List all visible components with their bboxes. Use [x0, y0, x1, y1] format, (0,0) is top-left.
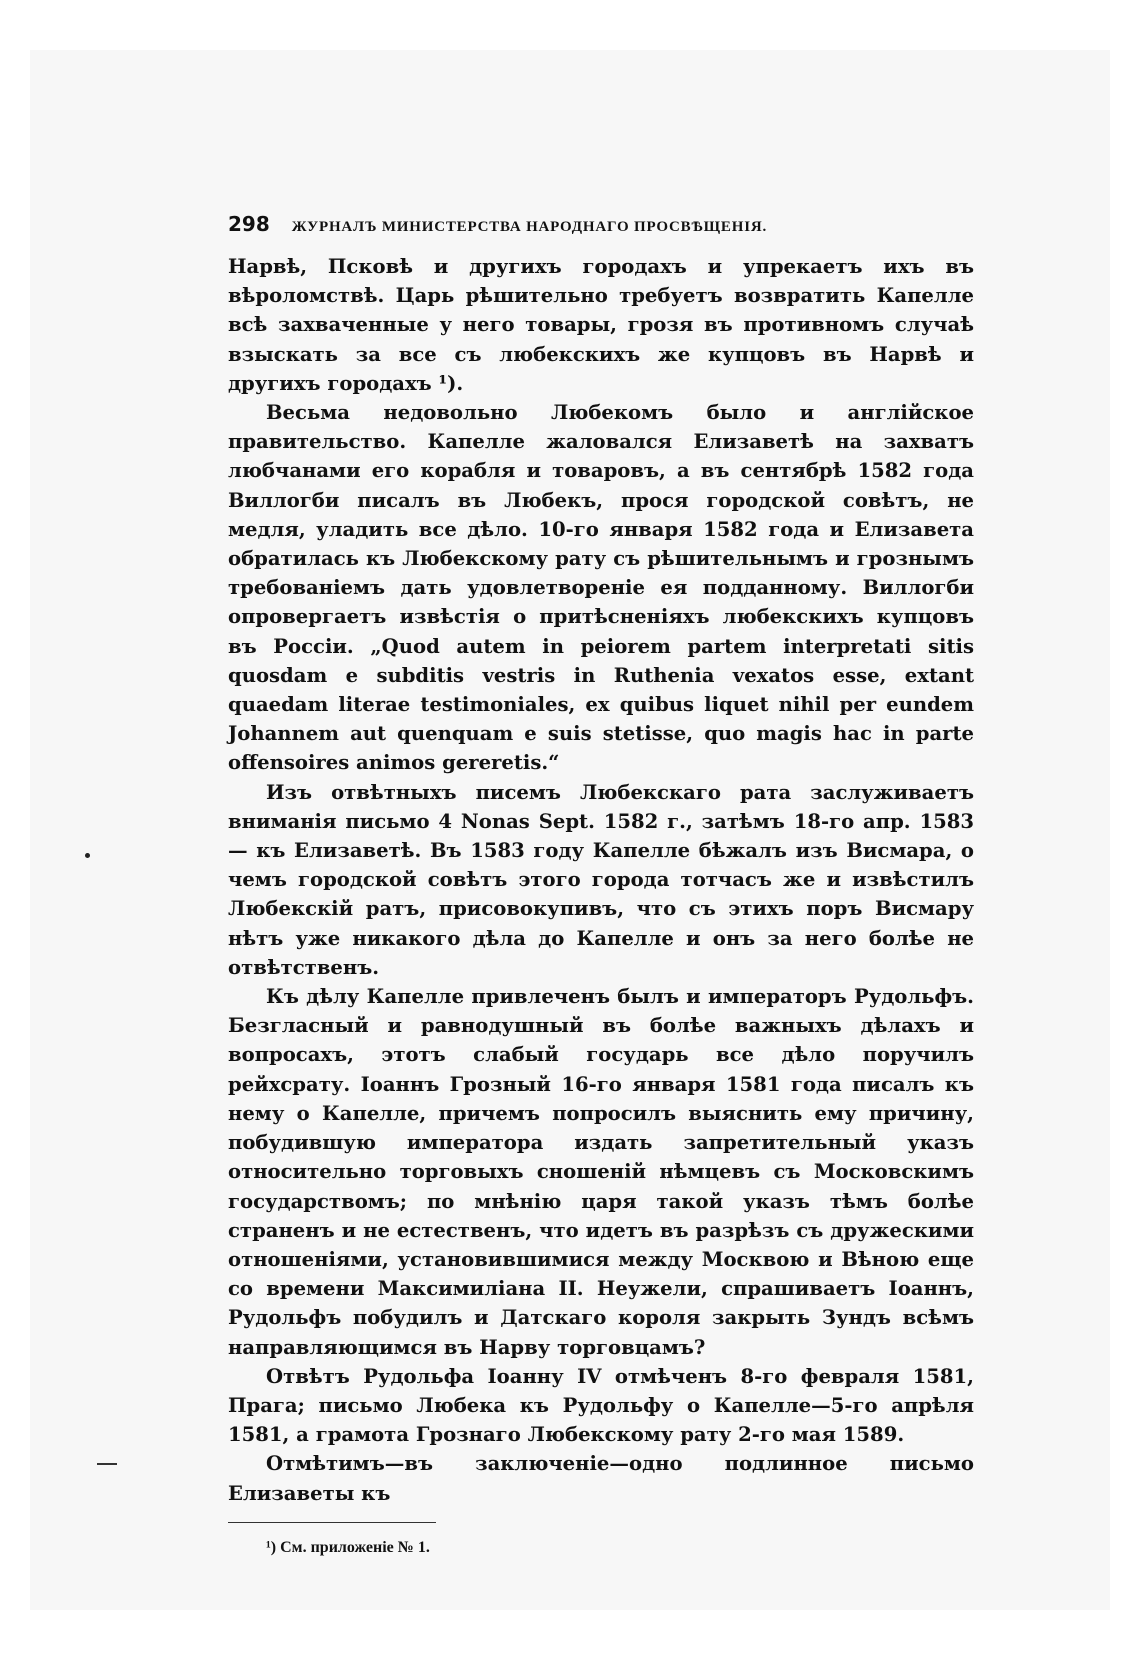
- book-page: [228, 212, 974, 1557]
- body-text: [228, 252, 974, 1508]
- paragraph-1: Нарвѣ, Псковѣ и другихъ городахъ и упрекаетъ ихъ въ вѣроломствѣ. Царь рѣшительно требуетъ возвратить Капелле всѣ захваченные у него товары, грозя въ противномъ случаѣ взыскать за все съ любекскихъ же купцовъ въ Нарвѣ и другихъ городахъ ¹).: [228, 255, 974, 395]
- margin-dot-mark: [85, 853, 90, 858]
- margin-dash-mark: [97, 1463, 117, 1465]
- page-number: 298: [228, 212, 270, 236]
- paragraph-6: Отмѣтимъ—въ заключеніе—одно подлинное письмо Елизаветы къ: [228, 1452, 974, 1505]
- running-head: [228, 212, 974, 242]
- paragraph-4: Къ дѣлу Капелле привлеченъ былъ и императоръ Рудольфъ. Безгласный и равнодушный въ болѣе важныхъ дѣлахъ и вопросахъ, этотъ слабый государь все дѣло поручилъ рейхсрату. Іоаннъ Грозный 16-го января 1581 года писалъ къ нему о Капелле, причемъ попросилъ выяснить ему причину, побудившую императора издать запретительный указъ относительно торговыхъ сношеній нѣмцевъ съ Московскимъ государствомъ; по мнѣнію царя такой указъ тѣмъ болѣе страненъ и не естественъ, что идетъ въ разрѣзъ съ дружескими отношеніями, установившимися между Москвою и Вѣною еще со времени Максимиліана II. Неужели, спрашиваетъ Іоаннъ, Рудольфъ побудилъ и Датскаго короля закрыть Зундъ всѣмъ направляющимся въ Нарву торговцамъ?: [228, 985, 974, 1359]
- paragraph-3: Изъ отвѣтныхъ писемъ Любекскаго рата заслуживаетъ вниманія письмо 4 Nonas Sept. 1582 г., затѣмъ 18-го апр. 1583 — къ Елизаветѣ. Въ 1583 году Капелле бѣжалъ изъ Висмара, о чемъ городской совѣтъ этого города тотчасъ же и извѣстилъ Любекскій ратъ, присовокупивъ, что съ этихъ поръ Висмару нѣтъ уже никакого дѣла до Капелле и онъ за него болѣе не отвѣтственъ.: [228, 780, 974, 979]
- paragraph-2: Весьма недовольно Любекомъ было и англійское правительство. Капелле жаловался Елизаветѣ на захватъ любчанами его корабля и товаровъ, а въ сентябрѣ 1582 года Виллогби писалъ въ Любекъ, прося городской совѣтъ, не медля, уладить все дѣло. 10-го января 1582 года и Елизавета обратилась къ Любекскому рату съ рѣшительнымъ и грознымъ требованіемъ дать удовлетвореніе ея подданному. Виллогби опровергаетъ извѣстія о притѣсненіяхъ любекскихъ купцовъ въ Россіи. „Quod autem in peiorem partem interpretati sitis quosdam e subditis vestris in Ruthenia vexatos esse, extant quaedam literae testimoniales, ex quibus liquet nihil per eundem Johannem aut quenquam e suis stetisse, quo magis hac in parte offensoires animos gereretis.“: [228, 401, 974, 775]
- footnote: ¹) См. приложеніе № 1.: [266, 1538, 430, 1556]
- footnote-divider: [228, 1522, 436, 1523]
- journal-title: ЖУРНАЛЪ МИНИСТЕРСТВА НАРОДНАГО ПРОСВѢЩЕНІЯ.: [291, 219, 768, 235]
- paragraph-5: Отвѣтъ Рудольфа Іоанну IV отмѣченъ 8-го февраля 1581, Прага; письмо Любека къ Рудольфу о Капелле—5-го апрѣля 1581, а грамота Грознаго Любекскому рату 2-го мая 1589.: [228, 1364, 974, 1447]
